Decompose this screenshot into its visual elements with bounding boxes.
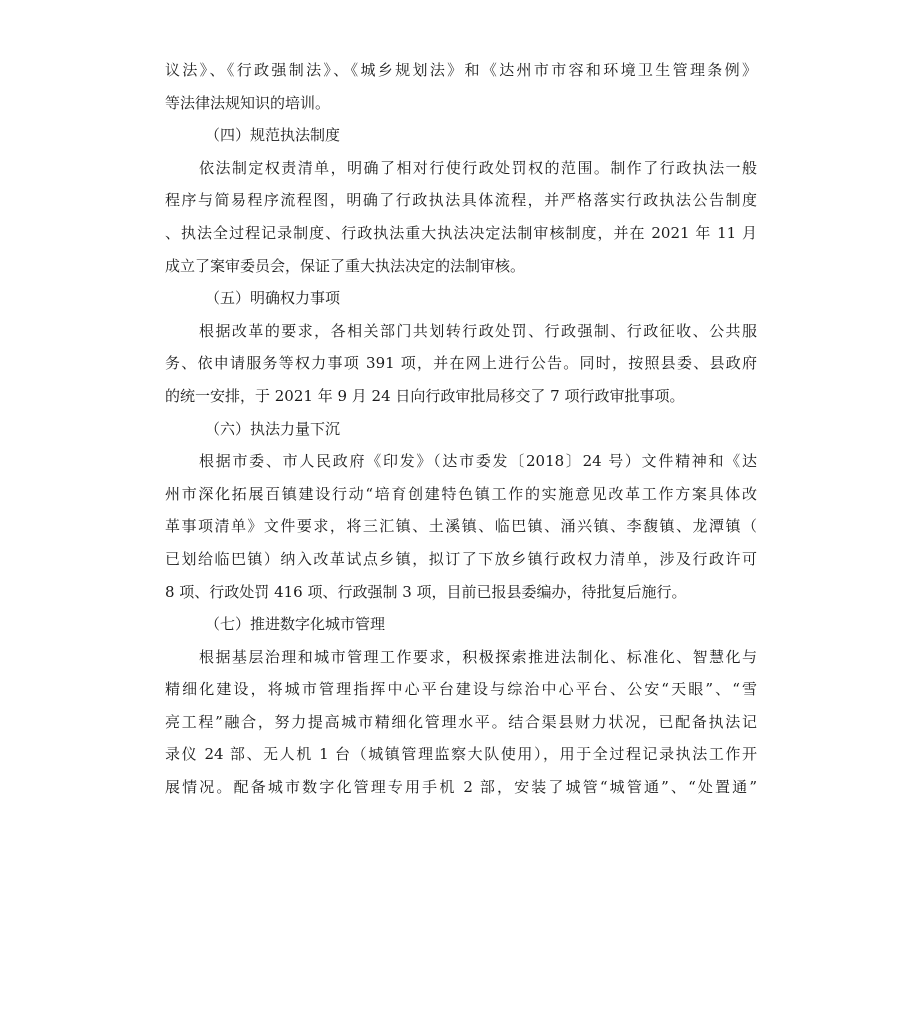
text-line: 、执法全过程记录制度、行政执法重大执法决定法制审核制度，并在 2021 年 11 月 [165,223,757,242]
section-heading-enforcement-sinking: （六）执法力量下沉 [205,419,341,438]
text-line: 根据基层治理和城市管理工作要求，积极探索推进法制化、标准化、智慧化与 [199,647,757,666]
text-line: 展情况。配备城市数字化管理专用手机 2 部，安装了城管“城管通”、“处置通” [165,778,757,797]
paragraph-enforcement-system [165,152,757,282]
text-line: 依法制定权责清单，明确了相对行使行政处罚权的范围。制作了行政执法一般 [199,158,757,177]
text-line: 革事项清单》文件要求，将三汇镇、土溪镇、临巴镇、涌兴镇、李馥镇、龙潭镇（ [165,517,757,536]
text-line: 务、依申请服务等权力事项 391 项，并在网上进行公告。同时，按照县委、县政府 [165,354,757,373]
text-line: 议法》、《行政强制法》、《城乡规划法》和《达州市市容和环境卫生管理条例》 [165,61,757,79]
document-body [165,54,757,804]
text-line: 已划给临巴镇）纳入改革试点乡镇，拟订了下放乡镇行政权力清单，涉及行政许可 [165,549,757,568]
text-line: 的统一安排，于 2021 年 9 月 24 日向行政审批局移交了 7 项行政审批事项。 [165,386,685,405]
section-heading-digital-management: （七）推进数字化城市管理 [205,615,386,634]
paragraph-law-training [165,54,757,119]
text-line: 根据市委、市人民政府《印发》（达市委发〔2018〕24 号）文件精神和《达 [199,452,757,471]
text-line: 8 项、行政处罚 416 项、行政强制 3 项，目前已报县委编办，待批复后施行。 [165,582,687,601]
paragraph-digital-management [165,641,757,804]
text-line: 等法律法规知识的培训。 [165,93,331,112]
section-heading-power-items: （五）明确权力事项 [205,289,341,308]
text-line: 亮工程”融合，努力提高城市精细化管理水平。结合渠县财力状况，已配备执法记 [165,712,757,731]
paragraph-enforcement-sinking [165,445,757,608]
text-line: 根据改革的要求，各相关部门共划转行政处罚、行政强制、行政征收、公共服 [199,321,757,340]
text-line: 精细化建设，将城市管理指挥中心平台建设与综治中心平台、公安“天眼”、“雪 [165,680,757,699]
text-line: 成立了案审委员会，保证了重大执法决定的法制审核。 [165,256,526,275]
text-line: 程序与简易程序流程图，明确了行政执法具体流程，并严格落实行政执法公告制度 [165,191,757,210]
paragraph-power-items [165,315,757,413]
section-heading-enforcement-system: （四）规范执法制度 [205,126,341,145]
text-line: 录仪 24 部、无人机 1 台（城镇管理监察大队使用），用于全过程记录执法工作开 [165,745,757,764]
text-line: 州市深化拓展百镇建设行动“培育创建特色镇工作的实施意见改革工作方案具体改 [165,484,757,503]
